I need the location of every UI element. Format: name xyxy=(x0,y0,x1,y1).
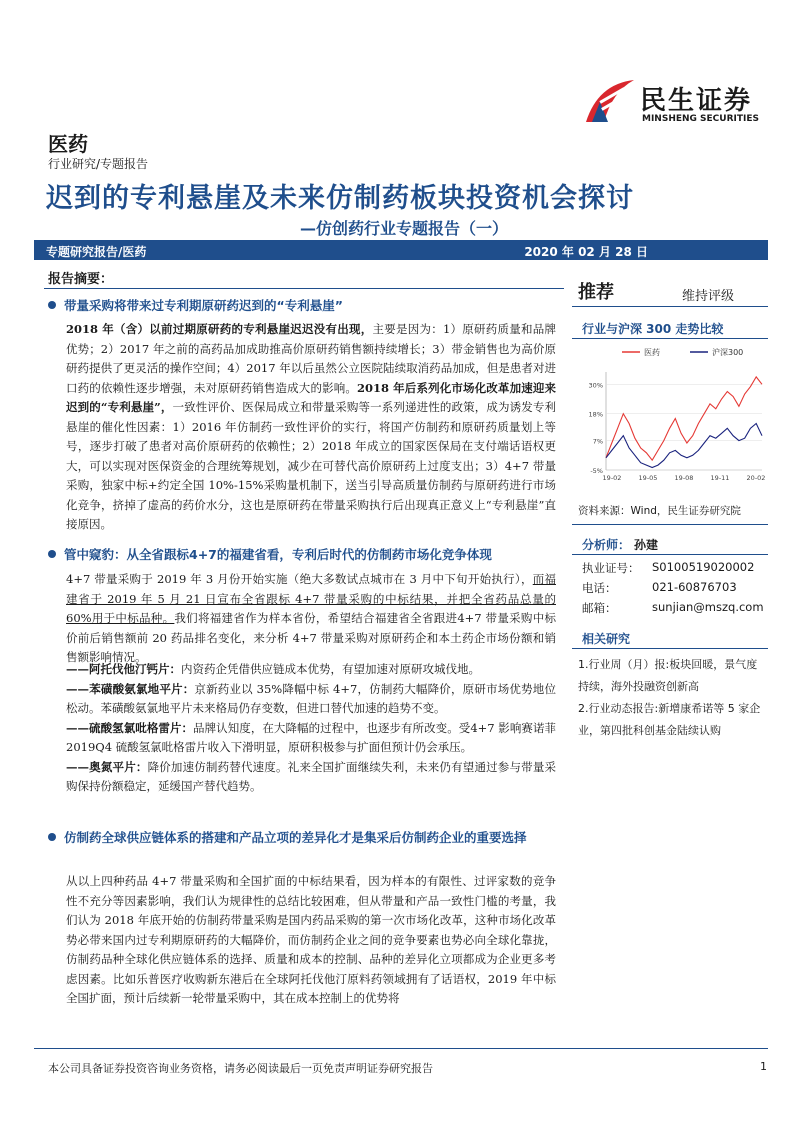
drug-item-atorvastatin: ——阿托伐他汀钙片：内资药企凭借供应链成本优势，有望加速对原研攻城伐地。 xyxy=(66,662,480,676)
bullet-icon xyxy=(48,833,56,841)
email-link[interactable]: sunjian@mszq.com xyxy=(652,600,764,614)
chart-title: 行业与沪深 300 走势比较 xyxy=(582,322,724,336)
email-label: 邮箱： xyxy=(582,601,617,615)
phone-value: 021-60876703 xyxy=(652,580,737,594)
logo-mark-icon xyxy=(578,74,638,130)
divider xyxy=(44,288,564,289)
summary-paragraph-1: 2018 年（含）以前过期原研药的专利悬崖迟迟没有出现，主要是因为：1）原研药质量和品牌优势；2）2017 年之前的高药品加成助推高价原研药销售额持续增长；3）带金销售也为高价原研药提供了更灵活的操作空间；4）2017 年以后虽然公立医院陆续取消药品加成，但是患者对进口药的依赖性逐步增强，未对原研药销售造成大的影响。2018 年后系列化市场化改革加速迎来迟到的“专利悬崖”，一致性评价、医保局成立和带量采购等一系列递进性的政策，成为诱发专利悬崖的催化性因素：1）2016 年仿制药一致性评价的实行，将国产仿制药和原研药质量划上等号，逐步打破了患者对高价原研药的依赖性；2）2018 年成立的国家医保局在支付端话语权更大，可以实现对医保资金的合理统筹规划，减少在可替代高价原研药上过度支出；3）4+7 带量采购，独家中标+约定全国 10%-15%采购量机制下，送当引导高质量仿制药与原研药进行市场化竞争，挤掉了虚高的药价水分，这也是原研药在带量采购执行后出现真正意义上“专利悬崖”直接原因。 xyxy=(66,322,556,531)
cert-row: 执业证号： xyxy=(582,561,640,575)
y-tick-label: -5% xyxy=(590,467,603,475)
divider xyxy=(572,524,768,525)
analyst-name: 孙建 xyxy=(634,538,659,552)
bullet-icon xyxy=(48,301,56,309)
y-tick-label: 7% xyxy=(592,437,603,446)
x-tick-label: 19-05 xyxy=(638,474,658,482)
summary-point-3: 仿制药全球供应链体系的搭建和产品立项的差异化才是集采后仿制药企业的重要选择 xyxy=(48,828,563,848)
company-logo xyxy=(578,74,768,130)
divider xyxy=(572,306,768,307)
header-bar xyxy=(34,240,768,260)
y-tick-label: 18% xyxy=(588,410,603,419)
drug-item-olanzapine: ——奥氮平片：降价加速仿制药替代速度。礼来全国扩面继续失利，未来仍有望通过参与带量采购保持份额稳定，延缓国产替代趋势。 xyxy=(66,759,557,793)
bullet-icon xyxy=(48,550,56,558)
related-heading: 相关研究 xyxy=(582,632,631,646)
drug-item-clopidogrel: ——硫酸氢氯吡格雷片：品牌认知度，在大降幅的过程中，也逐步有所改变。受4+7 影响赛诺菲 2019Q4 硫酸氢氯吡格雷片收入下滑明显，原研积极参与扩面但预计仍会承压。 xyxy=(66,720,557,754)
series-line xyxy=(606,424,762,468)
y-tick-label: 30% xyxy=(588,381,603,390)
drug-analysis-list xyxy=(66,660,556,797)
drug-item-amlodipine: ——苯磺酸氨氯地平片：京新药业以 35%降幅中标 4+7，仿制药大幅降价，原研市场优势地位松动。苯磺酸氨氯地平片未来格局仍存变数，但进口替代加速的趋势不变。 xyxy=(66,681,557,715)
summary-paragraph-3: 从以上四种药品 4+7 带量采购和全国扩面的中标结果看，因为样本的有限性、过评家数的竞争性不充分等因素影响，我们认为规律性的总结比较困难，但从带量和产品一致性门槛的考量，我们认为 2018 年底开始的仿制药带量采购是国内药品采购的第一次市场化改革，这种市场化改革势必带来国内过专利期原研药的大幅降价，而仿制药企业之间的竞争要素也势必向全球化靠拢，仿制药品种全球化供应链体系的选择、质量和成本的控制、品种的差异化立项都成为企业更多考虑因素。比如乐普医疗收购新东港后在全球阿托伐他汀原料药领域拥有了话语权，2019 年中标全国扩面，预计后续新一轮带量采购中，其在成本控制上的优势将 xyxy=(66,874,556,1005)
summary-heading: 报告摘要： xyxy=(48,272,114,287)
summary-paragraph-2: 4+7 带量采购于 2019 年 3 月份开始实施（绝大多数试点城市在 3 月中下旬开始执行），而福建省于 2019 年 5 月 21 日宣布全省跟标 4+7 带量采购的中标结果，并把全省药品总量的 60%用于中标品种。我们将福建省作为样本省份，希望结合福建省全省跟进4+7 带量采购中标价前后销售额前 20 药品排名变化，来分析 4+7 带量采购对原研药企和本土药企市场份额和销售额影响情况。 xyxy=(66,572,557,664)
related-item[interactable]: 2.行业动态报告:新增康希诺等 5 家企业，第四批科创基金陆续认购 xyxy=(578,702,761,737)
report-type: 行业研究/专题报告 xyxy=(48,157,149,171)
report-date: 2020 年 02 月 28 日 xyxy=(524,245,648,259)
legend-label: 沪深300 xyxy=(712,348,744,357)
chart-source: 资料来源：Wind，民生证券研究院 xyxy=(578,505,741,517)
footer-disclaimer: 本公司具备证券投资咨询业务资格，请务必阅读最后一页免责声明证券研究报告 xyxy=(48,1062,433,1075)
related-item[interactable]: 1.行业周（月）报:板块回暖，景气度持续，海外投融资创新高 xyxy=(578,658,758,693)
page-number: 1 xyxy=(760,1060,767,1073)
logo-text: 民生证券 xyxy=(640,86,753,116)
summary-point-1: 带量采购将带来过专利期原研药迟到的“专利悬崖” xyxy=(48,296,568,316)
divider xyxy=(572,554,768,555)
rating: 维持评级 xyxy=(682,289,735,304)
divider xyxy=(572,338,768,339)
page-subtitle: —仿创药行业专题报告（一） xyxy=(300,219,509,238)
analyst-heading: 分析师： 孙建 xyxy=(582,538,659,552)
logo-subtext: MINSHENG SECURITIES xyxy=(642,114,759,124)
page-title: 迟到的专利悬崖及未来仿制药板块投资机会探讨 xyxy=(46,183,634,214)
phone-label: 电话： xyxy=(582,581,617,595)
performance-chart xyxy=(580,342,770,492)
x-tick-label: 19-11 xyxy=(710,474,730,482)
legend-label: 医药 xyxy=(644,348,660,357)
divider xyxy=(572,648,768,649)
x-tick-label: 19-02 xyxy=(602,474,622,482)
summary-point-2: 管中窥豹：从全省跟标4+7的福建省看，专利后时代的仿制药市场化竞争体现 xyxy=(48,545,568,565)
sector-label: 医药 xyxy=(48,132,88,156)
x-tick-label: 19-08 xyxy=(674,474,694,482)
cert-value: S0100519020002 xyxy=(652,560,755,574)
x-tick-label: 20-02 xyxy=(746,474,766,482)
report-category: 专题研究报告/医药 xyxy=(46,245,147,259)
footer-divider xyxy=(34,1048,768,1049)
recommendation: 推荐 xyxy=(578,282,614,303)
